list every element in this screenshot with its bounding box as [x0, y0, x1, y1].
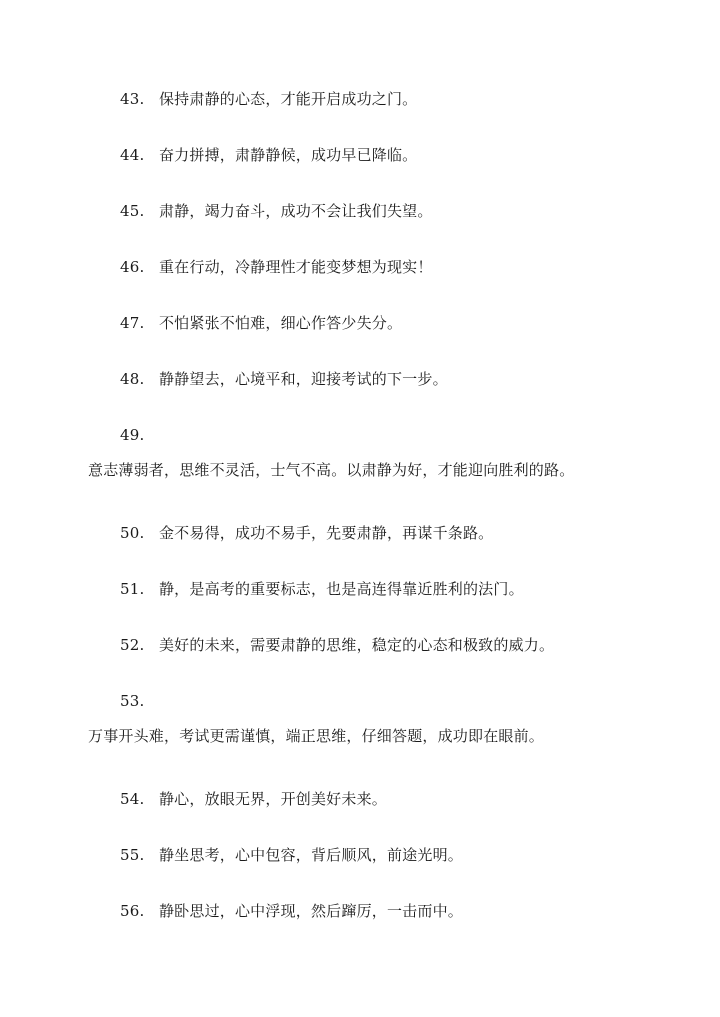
- list-item: [0, 578, 720, 600]
- item-text: 万事开头难，考试更需谨慎，端正思维，仔细答题，成功即在眼前。: [88, 727, 545, 745]
- list-item: [0, 900, 720, 922]
- item-number: 52.: [120, 636, 145, 654]
- list-item: [0, 88, 720, 110]
- item-number: 47.: [120, 314, 145, 332]
- list-item: [0, 256, 720, 278]
- item-number: 49.: [120, 426, 145, 444]
- list-item: [0, 312, 720, 334]
- item-number: 43.: [120, 90, 145, 108]
- item-text: 静卧思过，心中浮现，然后蹿厉，一击而中。: [158, 902, 463, 920]
- item-number: 56.: [120, 902, 145, 920]
- item-text: 保持肃静的心态，才能开启成功之门。: [158, 90, 418, 108]
- item-number: 51.: [120, 580, 145, 598]
- item-text: 意志薄弱者，思维不灵活，士气不高。以肃静为好，才能迎向胜利的路。: [88, 461, 575, 479]
- item-number: 50.: [120, 524, 145, 542]
- list-item: [0, 844, 720, 866]
- item-number: 45.: [120, 202, 145, 220]
- item-number: 55.: [120, 846, 145, 864]
- item-text: 重在行动，冷静理性才能变梦想为现实！: [158, 258, 433, 276]
- item-text: 静静望去，心境平和，迎接考试的下一步。: [158, 370, 448, 388]
- item-text: 静，是高考的重要标志，也是高连得靠近胜利的法门。: [158, 580, 524, 598]
- list-item: [0, 424, 720, 481]
- item-text: 美好的未来，需要肃静的思维，稳定的心态和极致的威力。: [158, 636, 555, 654]
- list-item: [0, 144, 720, 166]
- item-number: 54.: [120, 790, 145, 808]
- item-text: 不怕紧张不怕难，细心作答少失分。: [158, 314, 403, 332]
- list-item: [0, 368, 720, 390]
- list-item: [0, 690, 720, 747]
- item-text: 金不易得，成功不易手，先要肃静，再谋千条路。: [158, 524, 494, 542]
- list-item: [0, 522, 720, 544]
- item-text: 静坐思考，心中包容，背后顺风，前途光明。: [158, 846, 463, 864]
- item-text: 静心，放眼无界，开创美好未来。: [158, 790, 387, 808]
- list-item: [0, 788, 720, 810]
- item-text: 奋力拼搏，肃静静候，成功早已降临。: [158, 146, 418, 164]
- item-number: 44.: [120, 146, 145, 164]
- item-number: 48.: [120, 370, 145, 388]
- list-item: [0, 200, 720, 222]
- list-item: [0, 634, 720, 656]
- item-number: 53.: [120, 692, 145, 710]
- item-number: 46.: [120, 258, 145, 276]
- item-text: 肃静，竭力奋斗，成功不会让我们失望。: [158, 202, 433, 220]
